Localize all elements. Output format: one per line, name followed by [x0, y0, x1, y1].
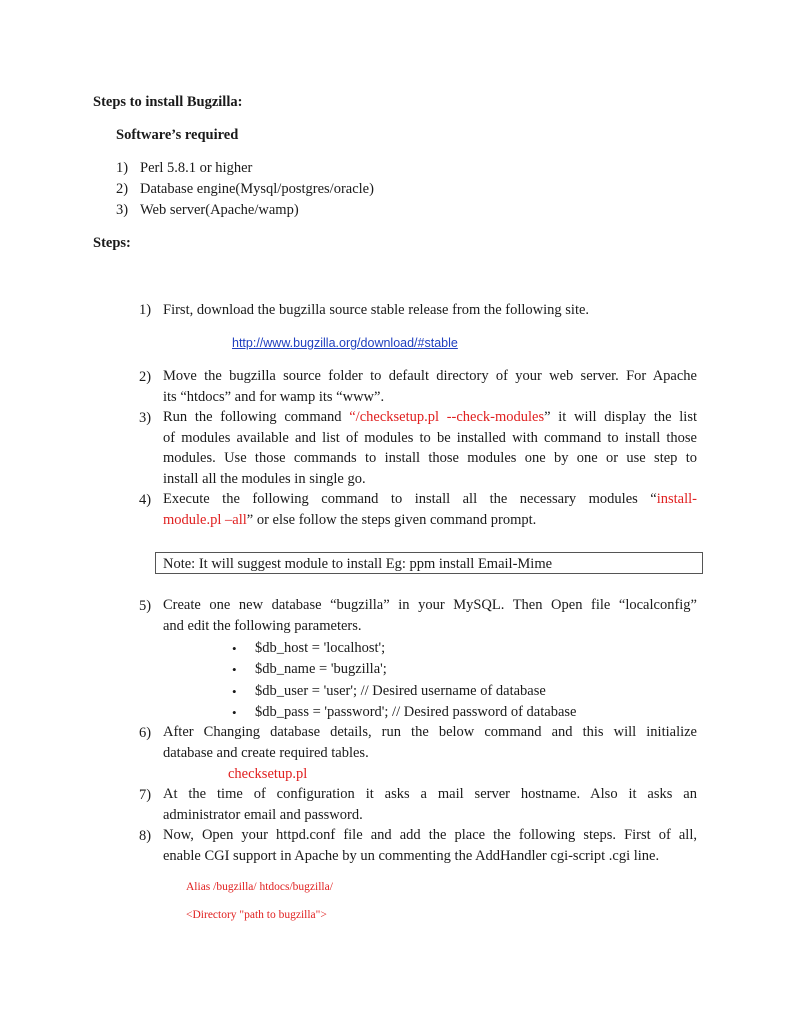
step-4-text-a: Execute the following command to install all the necessary modules “ [163, 491, 657, 507]
software-item: Database engine(Mysql/postgres/oracle) [140, 181, 374, 197]
install-module-command: module.pl –all [163, 511, 247, 528]
step-4-text [163, 489, 697, 530]
step-4-line [163, 510, 697, 531]
config-param: $db_pass = 'password'; // Desired password of database [255, 704, 577, 720]
note-text: Note: It will suggest module to install Eg: ppm install Email-Mime [163, 556, 553, 572]
step-1-text: First, download the bugzilla source stable release from the following site. [163, 302, 590, 318]
step-3-text-a: Run the following command [163, 409, 350, 425]
step-2-line: its “htdocs” and for wamp its “www”. [163, 388, 385, 405]
step-5-line: Create one new database “bugzilla” in your MySQL. Then Open file “localconfig” [163, 597, 697, 613]
step-number: 8) [139, 828, 152, 844]
step-2-text [163, 366, 697, 407]
step-number: 7) [139, 787, 152, 803]
software-item: Perl 5.8.1 or higher [140, 160, 253, 176]
step-6-line: After Changing database details, run the below command and this will initialize [163, 724, 697, 740]
step-3-text-b: ” it will display the list [544, 409, 697, 425]
page-title: Steps to install Bugzilla: [93, 94, 243, 110]
directory-config-line: <Directory "path to bugzilla"> [186, 909, 327, 921]
steps-heading: Steps: [93, 235, 131, 251]
software-item-number: 2) [116, 181, 129, 197]
alias-config-line: Alias /bugzilla/ htdocs/bugzilla/ [186, 881, 333, 893]
step-5-text [163, 595, 697, 636]
bullet-icon: • [232, 662, 237, 677]
bullet-icon: • [232, 684, 237, 699]
step-7-text [163, 784, 697, 825]
checksetup-modules-command: “/checksetup.pl --check-modules [349, 409, 545, 425]
config-param: $db_host = 'localhost'; [255, 640, 386, 656]
software-item: Web server(Apache/wamp) [140, 202, 299, 218]
bugzilla-download-link[interactable]: http://www.bugzilla.org/download/#stable [232, 336, 458, 350]
step-2-line: Move the bugzilla source folder to default directory of your web server. For Apache [163, 368, 697, 384]
step-8-line: Now, Open your httpd.conf file and add the place the following steps. First of all, [163, 827, 697, 843]
config-param: $db_user = 'user'; // Desired username of database [255, 683, 546, 699]
step-number: 1) [139, 302, 152, 318]
note-box [155, 552, 703, 574]
step-8-text [163, 825, 697, 866]
step-8-line: enable CGI support in Apache by un commenting the AddHandler cgi-script .cgi line. [163, 847, 660, 864]
step-3-line: of modules available and list of modules to be installed with command to install those [163, 429, 697, 446]
software-item-number: 3) [116, 202, 129, 218]
step-number: 3) [139, 410, 152, 426]
step-4-line [163, 489, 697, 510]
step-4-text-b: ” or else follow the steps given command prompt. [246, 511, 537, 528]
step-3-line: install all the modules in single go. [163, 470, 366, 487]
step-number: 4) [139, 492, 152, 508]
step-3-text [163, 407, 697, 489]
install-module-command: install- [656, 491, 697, 507]
step-7-line: administrator email and password. [163, 806, 363, 823]
step-7-line: At the time of configuration it asks a mail server hostname. Also it asks an [163, 786, 697, 802]
software-heading: Software’s required [116, 127, 239, 143]
step-5-line: and edit the following parameters. [163, 617, 362, 634]
bullet-icon: • [232, 641, 237, 656]
software-item-number: 1) [116, 160, 129, 176]
step-6-text [163, 722, 697, 763]
step-3-line [163, 407, 697, 428]
bullet-icon: • [232, 705, 237, 720]
config-param: $db_name = 'bugzilla'; [255, 661, 387, 677]
step-number: 5) [139, 598, 152, 614]
step-number: 6) [139, 725, 152, 741]
checksetup-command: checksetup.pl [228, 766, 308, 782]
step-3-line: modules. Use those commands to install those modules one by one or use step to [163, 450, 697, 466]
step-number: 2) [139, 369, 152, 385]
step-6-line: database and create required tables. [163, 744, 369, 761]
